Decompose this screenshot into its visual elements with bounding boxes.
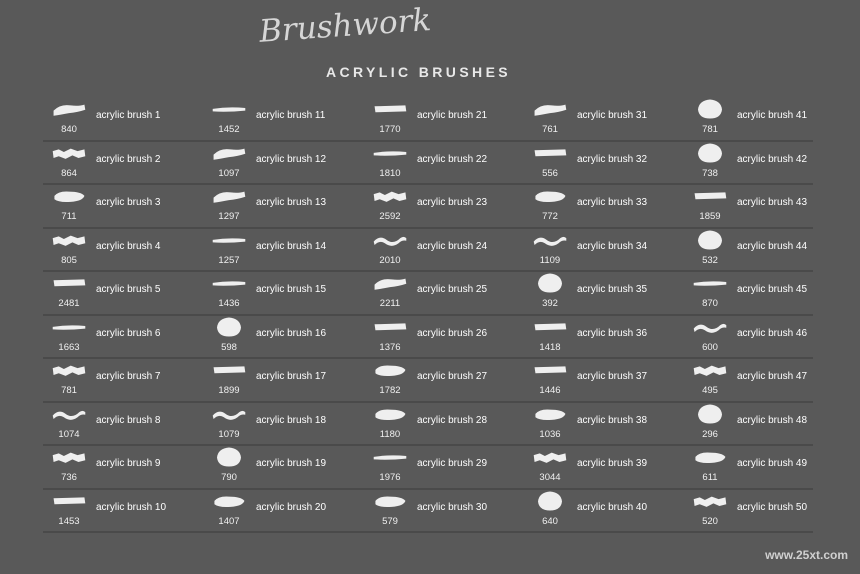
brush-size-value: 1407 (218, 515, 240, 527)
brush-stroke-preview-icon (49, 146, 89, 164)
brush-size-value: 600 (702, 341, 718, 353)
brush-preset-item[interactable] (524, 314, 684, 357)
brush-stroke-preview-icon (49, 363, 89, 381)
brush-preset-item[interactable] (203, 227, 363, 270)
brush-stroke-preview-icon (690, 320, 730, 338)
brush-stroke-preview-icon (49, 450, 89, 468)
brush-stroke-preview-icon (49, 407, 89, 425)
brush-name-label: acrylic brush 14 (256, 240, 327, 252)
brush-preset-item[interactable] (203, 488, 363, 531)
brush-stroke-preview-icon (370, 320, 410, 338)
brush-name-label: acrylic brush 6 (96, 327, 161, 339)
brush-stroke-preview-icon (49, 233, 89, 251)
brush-name-label: acrylic brush 5 (96, 284, 161, 295)
brush-size-value: 1663 (58, 341, 80, 353)
brush-name-label: acrylic brush 3 (96, 197, 161, 208)
brush-preset-item[interactable] (364, 140, 524, 183)
brush-preset-item[interactable] (524, 270, 684, 313)
brush-name-label: acrylic brush 2 (96, 153, 161, 165)
brush-preset-item[interactable] (684, 488, 844, 531)
brush-stroke-preview-icon (370, 276, 410, 294)
brush-size-value: 805 (61, 254, 77, 266)
brush-size-value: 711 (61, 211, 77, 222)
brush-preset-item[interactable] (684, 96, 844, 139)
brush-stroke-preview-icon (690, 276, 730, 294)
brush-size-value: 1297 (218, 211, 240, 222)
brush-name-label: acrylic brush 29 (417, 458, 488, 469)
brush-size-value: 1770 (379, 124, 401, 135)
brush-size-value: 1074 (58, 428, 80, 440)
brush-size-value: 1899 (218, 385, 240, 396)
brush-stroke-preview-icon (370, 407, 410, 425)
brush-name-label: acrylic brush 7 (96, 371, 161, 382)
brush-name-label: acrylic brush 31 (577, 110, 648, 121)
brush-name-label: acrylic brush 33 (577, 197, 648, 208)
brush-size-value: 2481 (58, 298, 80, 309)
brush-stroke-preview-icon (530, 270, 570, 296)
brush-stroke-preview-icon (209, 444, 249, 470)
brush-preset-item[interactable] (203, 140, 363, 183)
brush-preset-grid (43, 96, 813, 536)
brush-name-label: acrylic brush 48 (737, 414, 808, 426)
brush-preset-item[interactable] (524, 96, 684, 139)
brush-preset-item[interactable] (43, 227, 203, 270)
brush-preset-item[interactable] (524, 401, 684, 444)
brush-size-value: 598 (221, 341, 237, 353)
brush-preset-item[interactable] (43, 96, 203, 139)
brand-script-title: Brushwork (258, 1, 433, 50)
brush-size-value: 1452 (218, 124, 240, 135)
brush-name-label: acrylic brush 36 (577, 327, 648, 339)
brush-stroke-preview-icon (209, 363, 249, 381)
brush-preset-item[interactable] (203, 444, 363, 487)
brush-size-value: 611 (702, 472, 718, 483)
brush-size-value: 870 (702, 298, 718, 309)
brush-size-value: 1180 (379, 428, 401, 440)
brush-preset-item[interactable] (364, 270, 524, 313)
brush-stroke-preview-icon (370, 363, 410, 381)
brush-size-value: 1782 (379, 385, 401, 396)
brush-name-label: acrylic brush 8 (96, 414, 161, 426)
brush-preset-item[interactable] (364, 444, 524, 487)
brush-stroke-preview-icon (690, 401, 730, 427)
brush-preset-item[interactable] (524, 488, 684, 531)
brush-name-label: acrylic brush 25 (417, 284, 488, 295)
brush-name-label: acrylic brush 20 (256, 501, 327, 513)
brush-name-label: acrylic brush 10 (96, 501, 167, 513)
brush-size-value: 1976 (379, 472, 401, 483)
brush-preset-item[interactable] (524, 140, 684, 183)
brush-preset-item[interactable] (684, 314, 844, 357)
brush-size-value: 864 (61, 167, 77, 179)
brush-preset-item[interactable] (43, 314, 203, 357)
brush-preset-item[interactable] (43, 401, 203, 444)
brush-preset-item[interactable] (203, 401, 363, 444)
brush-size-value: 556 (542, 167, 558, 179)
brush-stroke-preview-icon (49, 494, 89, 512)
brush-size-value: 2211 (379, 298, 401, 309)
brush-preset-item[interactable] (524, 227, 684, 270)
brush-stroke-preview-icon (209, 233, 249, 251)
brush-preset-item[interactable] (43, 488, 203, 531)
brush-name-label: acrylic brush 41 (737, 110, 808, 121)
brush-stroke-preview-icon (370, 102, 410, 120)
brush-name-label: acrylic brush 15 (256, 284, 327, 295)
brush-size-value: 495 (702, 385, 718, 396)
brush-size-value: 781 (61, 385, 77, 396)
brush-name-label: acrylic brush 17 (256, 371, 327, 382)
brush-name-label: acrylic brush 49 (737, 458, 808, 469)
brush-preset-item[interactable] (203, 270, 363, 313)
brush-preset-item[interactable] (43, 444, 203, 487)
brush-preset-item[interactable] (524, 357, 684, 400)
brush-name-label: acrylic brush 22 (417, 153, 488, 165)
brush-preset-item[interactable] (43, 140, 203, 183)
brush-name-label: acrylic brush 1 (96, 110, 161, 121)
brush-preset-item[interactable] (684, 270, 844, 313)
brush-name-label: acrylic brush 12 (256, 153, 327, 165)
brush-name-label: acrylic brush 13 (256, 197, 327, 208)
brush-name-label: acrylic brush 42 (737, 153, 808, 165)
brush-size-value: 738 (702, 167, 718, 179)
brush-size-value: 1257 (218, 254, 240, 266)
brush-name-label: acrylic brush 45 (737, 284, 808, 295)
brush-name-label: acrylic brush 40 (577, 501, 648, 513)
brush-size-value: 790 (221, 472, 237, 483)
brush-stroke-preview-icon (530, 189, 570, 207)
brush-stroke-preview-icon (530, 146, 570, 164)
brush-stroke-preview-icon (530, 407, 570, 425)
brush-size-value: 840 (61, 124, 77, 135)
brush-size-value: 296 (702, 428, 718, 440)
brush-size-value: 1436 (218, 298, 240, 309)
brush-preset-item[interactable] (524, 183, 684, 226)
brush-size-value: 2010 (379, 254, 401, 266)
brush-stroke-preview-icon (209, 146, 249, 164)
brush-name-label: acrylic brush 28 (417, 414, 488, 426)
brush-size-value: 772 (542, 211, 558, 222)
brush-stroke-preview-icon (530, 488, 570, 514)
brush-stroke-preview-icon (690, 140, 730, 166)
brush-preset-item[interactable] (203, 314, 363, 357)
brush-name-label: acrylic brush 19 (256, 458, 327, 469)
brush-size-value: 532 (702, 254, 718, 266)
brush-stroke-preview-icon (49, 276, 89, 294)
brush-preset-item[interactable] (203, 183, 363, 226)
brush-size-value: 736 (61, 472, 77, 483)
brush-preset-item[interactable] (684, 140, 844, 183)
brush-preset-item[interactable] (43, 183, 203, 226)
brush-size-value: 579 (382, 515, 398, 527)
brush-name-label: acrylic brush 43 (737, 197, 808, 208)
brush-stroke-preview-icon (209, 189, 249, 207)
brush-size-value: 1859 (699, 211, 721, 222)
brush-name-label: acrylic brush 35 (577, 284, 648, 295)
brush-stroke-preview-icon (690, 494, 730, 512)
brush-preset-item[interactable] (364, 401, 524, 444)
brush-name-label: acrylic brush 37 (577, 371, 648, 382)
brush-size-value: 1376 (379, 341, 401, 353)
brush-preset-item[interactable] (364, 357, 524, 400)
brush-size-value: 1810 (379, 167, 401, 179)
brush-preset-item[interactable] (524, 444, 684, 487)
brush-preset-item[interactable] (364, 227, 524, 270)
brush-stroke-preview-icon (49, 320, 89, 338)
brush-stroke-preview-icon (209, 314, 249, 340)
brush-stroke-preview-icon (530, 363, 570, 381)
brush-size-value: 781 (702, 124, 718, 135)
brush-name-label: acrylic brush 4 (96, 240, 161, 252)
page-subtitle: ACRYLIC BRUSHES (326, 64, 512, 80)
brush-name-label: acrylic brush 18 (256, 414, 327, 426)
brush-size-value: 761 (542, 124, 558, 135)
brush-size-value: 520 (702, 515, 718, 527)
brush-stroke-preview-icon (370, 189, 410, 207)
brush-preset-item[interactable] (364, 96, 524, 139)
brush-preset-item[interactable] (43, 270, 203, 313)
brush-name-label: acrylic brush 44 (737, 240, 808, 252)
brush-name-label: acrylic brush 34 (577, 240, 648, 252)
brush-stroke-preview-icon (690, 227, 730, 253)
brush-size-value: 2592 (379, 211, 401, 222)
brush-stroke-preview-icon (370, 233, 410, 251)
brush-stroke-preview-icon (209, 276, 249, 294)
brush-preset-item[interactable] (684, 227, 844, 270)
brush-name-label: acrylic brush 46 (737, 327, 808, 339)
brush-name-label: acrylic brush 24 (417, 240, 488, 252)
brush-name-label: acrylic brush 30 (417, 501, 488, 513)
brush-stroke-preview-icon (690, 363, 730, 381)
brush-name-label: acrylic brush 11 (256, 110, 326, 121)
brush-size-value: 1446 (539, 385, 561, 396)
brush-name-label: acrylic brush 39 (577, 458, 648, 469)
brush-name-label: acrylic brush 50 (737, 501, 808, 513)
brush-stroke-preview-icon (530, 233, 570, 251)
brush-name-label: acrylic brush 38 (577, 414, 648, 426)
brush-preset-item[interactable] (203, 357, 363, 400)
brush-name-label: acrylic brush 32 (577, 153, 648, 165)
brush-preset-item[interactable] (684, 183, 844, 226)
brush-stroke-preview-icon (370, 450, 410, 468)
brush-preset-item[interactable] (364, 183, 524, 226)
brush-stroke-preview-icon (49, 102, 89, 120)
brush-stroke-preview-icon (49, 189, 89, 207)
brush-preset-item[interactable] (684, 401, 844, 444)
brush-stroke-preview-icon (530, 450, 570, 468)
watermark: www.25xt.com (765, 548, 848, 562)
brush-name-label: acrylic brush 26 (417, 327, 488, 339)
brush-size-value: 1109 (539, 254, 561, 266)
brush-preset-item[interactable] (43, 357, 203, 400)
brush-stroke-preview-icon (690, 189, 730, 207)
brush-preset-item[interactable] (684, 357, 844, 400)
brush-preset-item[interactable] (364, 488, 524, 531)
brush-name-label: acrylic brush 9 (96, 458, 161, 469)
brush-size-value: 640 (542, 515, 558, 527)
brush-name-label: acrylic brush 47 (737, 371, 808, 382)
brush-stroke-preview-icon (530, 102, 570, 120)
brush-size-value: 1079 (218, 428, 240, 440)
brush-stroke-preview-icon (209, 102, 249, 120)
brush-size-value: 1036 (539, 428, 561, 440)
brush-preset-item[interactable] (203, 96, 363, 139)
brush-stroke-preview-icon (690, 450, 730, 468)
brush-stroke-preview-icon (209, 407, 249, 425)
brush-stroke-preview-icon (370, 494, 410, 512)
brush-name-label: acrylic brush 16 (256, 327, 327, 339)
brush-size-value: 1418 (539, 341, 561, 353)
brush-preset-item[interactable] (684, 444, 844, 487)
brush-name-label: acrylic brush 21 (417, 110, 488, 121)
brush-size-value: 392 (542, 298, 558, 309)
brush-stroke-preview-icon (530, 320, 570, 338)
brush-name-label: acrylic brush 27 (417, 371, 488, 382)
brush-stroke-preview-icon (370, 146, 410, 164)
brush-stroke-preview-icon (690, 96, 730, 122)
brush-size-value: 1097 (218, 167, 240, 179)
brush-name-label: acrylic brush 23 (417, 197, 488, 208)
brush-size-value: 3044 (539, 472, 561, 483)
brush-size-value: 1453 (58, 515, 80, 527)
brush-preset-item[interactable] (364, 314, 524, 357)
brush-stroke-preview-icon (209, 494, 249, 512)
